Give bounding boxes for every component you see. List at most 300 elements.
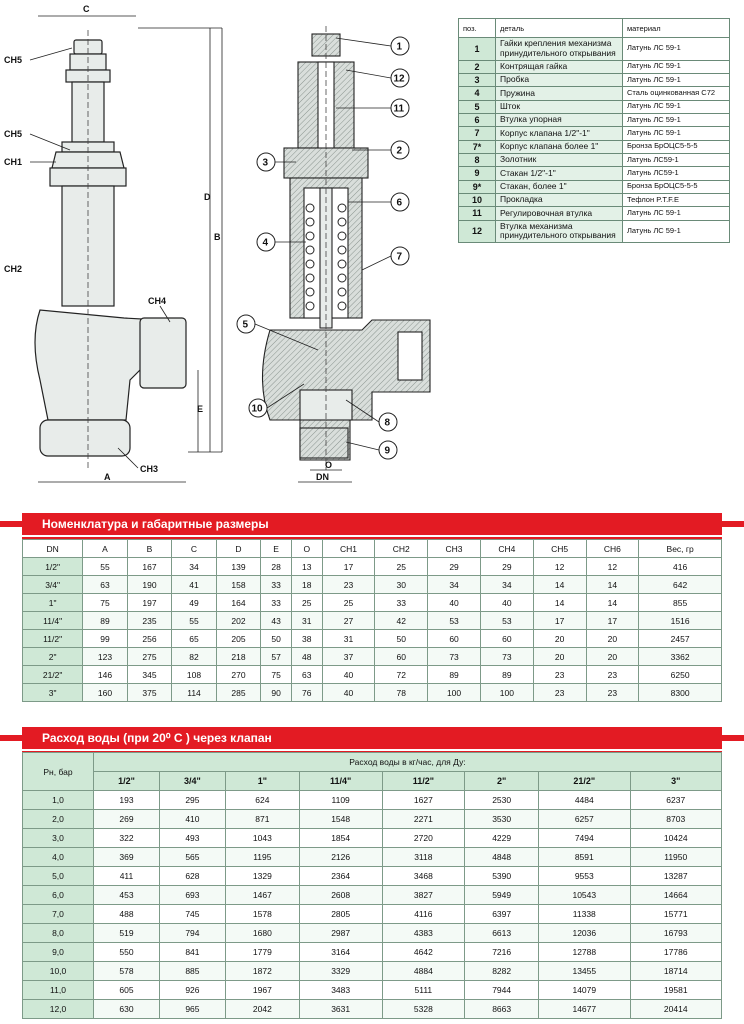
- flow-cell: 15771: [630, 905, 722, 924]
- callout-2: 2: [396, 145, 403, 157]
- dims-header-cell: C: [172, 540, 217, 558]
- flow-size-header: 1": [225, 772, 299, 791]
- svg-text:CH3: [140, 464, 158, 474]
- label-ch2: CH2: [4, 264, 23, 274]
- parts-material: Латунь ЛС 59-1: [623, 100, 730, 113]
- parts-part: Втулка упорная: [496, 113, 623, 126]
- dims-cell: 89: [428, 666, 481, 684]
- flow-cell: 4383: [382, 924, 465, 943]
- dims-row: [23, 630, 722, 648]
- parts-part: Корпус клапана более 1": [496, 140, 623, 153]
- parts-row: [459, 207, 730, 220]
- parts-part: Пружина: [496, 87, 623, 100]
- flow-cell: 5111: [382, 981, 465, 1000]
- flow-cell: 1854: [299, 829, 382, 848]
- flow-table: [22, 752, 722, 1019]
- dims-cell: 190: [127, 576, 172, 594]
- flow-cell: 1467: [225, 886, 299, 905]
- dims-cell: 6250: [639, 666, 722, 684]
- flow-header-row-1: [23, 753, 722, 772]
- dims-cell: 33: [261, 594, 292, 612]
- parts-row: [459, 113, 730, 126]
- dims-cell: 90: [261, 684, 292, 702]
- dims-cell: 23: [533, 666, 586, 684]
- flow-size-header: 3/4": [159, 772, 225, 791]
- callout-11: 11: [393, 103, 405, 115]
- dims-row: [23, 612, 722, 630]
- parts-part: Золотник: [496, 153, 623, 166]
- flow-cell: 7216: [465, 943, 539, 962]
- dims-cell: 123: [83, 648, 128, 666]
- parts-material: Бронза БрОЦС5-5-5: [623, 180, 730, 193]
- dims-cell: 25: [291, 594, 322, 612]
- label-ch1: CH1: [4, 157, 23, 167]
- callout-8: 8: [384, 417, 391, 429]
- dims-cell: 23: [586, 684, 639, 702]
- flow-pressure-cell: 11,0: [23, 981, 94, 1000]
- parts-row: [459, 220, 730, 243]
- dims-cell: 164: [216, 594, 261, 612]
- dims-cell: 2457: [639, 630, 722, 648]
- dims-row: [23, 648, 722, 666]
- flow-pressure-cell: 12,0: [23, 1000, 94, 1019]
- flow-row: [23, 924, 722, 943]
- flow-row: [23, 905, 722, 924]
- flow-size-header: 1/2": [94, 772, 160, 791]
- parts-header-no: поз.: [459, 19, 496, 38]
- dims-cell: 416: [639, 558, 722, 576]
- flow-row: [23, 981, 722, 1000]
- label-ch3: CH3: [140, 464, 159, 474]
- parts-row: [459, 100, 730, 113]
- dims-row: [23, 576, 722, 594]
- dims-cell: 76: [291, 684, 322, 702]
- flow-row: [23, 810, 722, 829]
- parts-material: Тефлон P.T.F.E: [623, 193, 730, 206]
- parts-material: Латунь ЛС 59-1: [623, 127, 730, 140]
- dims-cell: 275: [127, 648, 172, 666]
- flow-cell: 6237: [630, 791, 722, 810]
- parts-part: Прокладка: [496, 193, 623, 206]
- dims-header-cell: Вес, гр: [639, 540, 722, 558]
- flow-cell: 18714: [630, 962, 722, 981]
- dims-cell: 855: [639, 594, 722, 612]
- dims-header-cell: CH5: [533, 540, 586, 558]
- dims-cell: 33: [375, 594, 428, 612]
- parts-row: [459, 140, 730, 153]
- flow-cell: 5949: [465, 886, 539, 905]
- callout-3: 3: [262, 157, 269, 169]
- parts-no: 3: [459, 73, 496, 86]
- svg-text:CH5: [4, 55, 22, 65]
- flow-pressure-cell: 4,0: [23, 848, 94, 867]
- flow-header-group: Расход воды в кг/час, для Ду:: [94, 753, 722, 772]
- parts-part: Контрящая гайка: [496, 60, 623, 73]
- svg-text:CH2: [4, 264, 22, 274]
- callout-9: 9: [384, 445, 391, 457]
- flow-pressure-cell: 2,0: [23, 810, 94, 829]
- parts-row: [459, 180, 730, 193]
- flow-cell: 295: [159, 791, 225, 810]
- parts-no: 11: [459, 207, 496, 220]
- flow-cell: 1578: [225, 905, 299, 924]
- dims-section-title: Номенклатура и габаритные размеры: [22, 513, 722, 535]
- flow-cell: 7494: [539, 829, 630, 848]
- flow-cell: 3329: [299, 962, 382, 981]
- parts-no: 7: [459, 127, 496, 140]
- flow-cell: 10543: [539, 886, 630, 905]
- flow-cell: 4229: [465, 829, 539, 848]
- parts-no: 9*: [459, 180, 496, 193]
- dims-dn-cell: 3/4": [23, 576, 83, 594]
- flow-pressure-cell: 10,0: [23, 962, 94, 981]
- flow-cell: 841: [159, 943, 225, 962]
- dims-cell: 375: [127, 684, 172, 702]
- dims-cell: 108: [172, 666, 217, 684]
- flow-cell: 8282: [465, 962, 539, 981]
- parts-material: Латунь ЛС 59-1: [623, 38, 730, 61]
- parts-part: Шток: [496, 100, 623, 113]
- flow-cell: 14079: [539, 981, 630, 1000]
- dims-cell: 256: [127, 630, 172, 648]
- flow-cell: 13287: [630, 867, 722, 886]
- flow-row: [23, 886, 722, 905]
- parts-no: 4: [459, 87, 496, 100]
- dims-cell: 48: [291, 648, 322, 666]
- dims-cell: 60: [375, 648, 428, 666]
- flow-cell: 322: [94, 829, 160, 848]
- dims-header-cell: O: [291, 540, 322, 558]
- dims-cell: 12: [586, 558, 639, 576]
- dim-c: C: [83, 4, 90, 14]
- dims-cell: 65: [172, 630, 217, 648]
- flow-size-header: 21/2": [539, 772, 630, 791]
- dims-cell: 139: [216, 558, 261, 576]
- parts-row: [459, 127, 730, 140]
- label-ch5-top: CH5: [4, 55, 23, 65]
- dims-cell: 20: [586, 630, 639, 648]
- flow-cell: 965: [159, 1000, 225, 1019]
- flow-cell: 578: [94, 962, 160, 981]
- flow-cell: 493: [159, 829, 225, 848]
- flow-cell: 8591: [539, 848, 630, 867]
- parts-row: [459, 193, 730, 206]
- dims-cell: 345: [127, 666, 172, 684]
- parts-material: Латунь ЛС59-1: [623, 167, 730, 180]
- dims-cell: 60: [428, 630, 481, 648]
- callout-6: 6: [396, 197, 403, 209]
- flow-row: [23, 791, 722, 810]
- dims-cell: 146: [83, 666, 128, 684]
- flow-row: [23, 829, 722, 848]
- dims-cell: 14: [533, 576, 586, 594]
- flow-row: [23, 867, 722, 886]
- flow-cell: 5390: [465, 867, 539, 886]
- flow-cell: 1109: [299, 791, 382, 810]
- dims-cell: 14: [586, 594, 639, 612]
- flow-pressure-cell: 3,0: [23, 829, 94, 848]
- dims-cell: 99: [83, 630, 128, 648]
- parts-material: Сталь оцинкованная С72: [623, 87, 730, 100]
- svg-text:CH5: [4, 129, 22, 139]
- flow-cell: 2271: [382, 810, 465, 829]
- dims-cell: 49: [172, 594, 217, 612]
- dims-cell: 30: [375, 576, 428, 594]
- dims-cell: 37: [322, 648, 375, 666]
- dims-dn-cell: 21/2": [23, 666, 83, 684]
- flow-cell: 7944: [465, 981, 539, 1000]
- flow-cell: 14664: [630, 886, 722, 905]
- dims-header-cell: CH2: [375, 540, 428, 558]
- flow-cell: 3530: [465, 810, 539, 829]
- label-ch5: CH5: [4, 129, 23, 139]
- parts-no: 9: [459, 167, 496, 180]
- flow-cell: 9553: [539, 867, 630, 886]
- dims-cell: 28: [261, 558, 292, 576]
- dims-cell: 158: [216, 576, 261, 594]
- parts-material: Латунь ЛС 59-1: [623, 113, 730, 126]
- parts-part: Корпус клапана 1/2"-1": [496, 127, 623, 140]
- flow-cell: 2042: [225, 1000, 299, 1019]
- parts-no: 5: [459, 100, 496, 113]
- dims-header-cell: D: [216, 540, 261, 558]
- flow-cell: 693: [159, 886, 225, 905]
- flow-cell: 794: [159, 924, 225, 943]
- dims-cell: 53: [480, 612, 533, 630]
- flow-header-row-2: [23, 772, 722, 791]
- parts-no: 10: [459, 193, 496, 206]
- dims-cell: 20: [533, 648, 586, 666]
- parts-header-material: материал: [623, 19, 730, 38]
- dims-cell: 60: [480, 630, 533, 648]
- dims-cell: 14: [533, 594, 586, 612]
- flow-cell: 14677: [539, 1000, 630, 1019]
- flow-cell: 411: [94, 867, 160, 886]
- flow-cell: 269: [94, 810, 160, 829]
- parts-no: 2: [459, 60, 496, 73]
- flow-row: [23, 943, 722, 962]
- callout-5: 5: [242, 319, 249, 331]
- parts-row: [459, 167, 730, 180]
- flow-cell: 3118: [382, 848, 465, 867]
- flow-size-header: 2": [465, 772, 539, 791]
- flow-size-header: 3": [630, 772, 722, 791]
- dims-cell: 31: [291, 612, 322, 630]
- dims-cell: 8300: [639, 684, 722, 702]
- flow-cell: 3827: [382, 886, 465, 905]
- flow-cell: 2805: [299, 905, 382, 924]
- parts-material: Латунь ЛС59-1: [623, 153, 730, 166]
- dims-row: [23, 594, 722, 612]
- flow-cell: 3468: [382, 867, 465, 886]
- dims-cell: 29: [428, 558, 481, 576]
- dims-cell: 167: [127, 558, 172, 576]
- flow-cell: 3483: [299, 981, 382, 1000]
- dims-dn-cell: 1/2": [23, 558, 83, 576]
- dims-cell: 27: [322, 612, 375, 630]
- flow-pressure-cell: 7,0: [23, 905, 94, 924]
- flow-pressure-cell: 9,0: [23, 943, 94, 962]
- flow-pressure-cell: 5,0: [23, 867, 94, 886]
- parts-row: [459, 38, 730, 61]
- parts-part: Гайки крепления механизма принудительного открывания: [496, 38, 623, 61]
- parts-table: [458, 18, 730, 243]
- flow-cell: 453: [94, 886, 160, 905]
- flow-cell: 2530: [465, 791, 539, 810]
- dims-cell: 285: [216, 684, 261, 702]
- dims-cell: 73: [428, 648, 481, 666]
- flow-cell: 4884: [382, 962, 465, 981]
- dims-cell: 57: [261, 648, 292, 666]
- dims-cell: 55: [83, 558, 128, 576]
- dims-header-cell: CH1: [322, 540, 375, 558]
- parts-no: 8: [459, 153, 496, 166]
- flow-cell: 11950: [630, 848, 722, 867]
- dims-cell: 218: [216, 648, 261, 666]
- flow-cell: 19581: [630, 981, 722, 1000]
- parts-material: Латунь ЛС 59-1: [623, 220, 730, 243]
- flow-cell: 20414: [630, 1000, 722, 1019]
- dims-cell: 20: [533, 630, 586, 648]
- flow-cell: 4642: [382, 943, 465, 962]
- dims-cell: 43: [261, 612, 292, 630]
- flow-cell: 3164: [299, 943, 382, 962]
- flow-cell: 630: [94, 1000, 160, 1019]
- dims-cell: 25: [375, 558, 428, 576]
- flow-cell: 6613: [465, 924, 539, 943]
- dims-cell: 75: [261, 666, 292, 684]
- dims-cell: 13: [291, 558, 322, 576]
- parts-header-row: [459, 19, 730, 38]
- valve-section-view: [263, 34, 431, 460]
- dims-header-cell: B: [127, 540, 172, 558]
- flow-row: [23, 962, 722, 981]
- dims-cell: 50: [375, 630, 428, 648]
- dims-dn-cell: 11/4": [23, 612, 83, 630]
- flow-cell: 1872: [225, 962, 299, 981]
- flow-cell: 6397: [465, 905, 539, 924]
- dims-cell: 114: [172, 684, 217, 702]
- flow-cell: 4116: [382, 905, 465, 924]
- flow-cell: 8663: [465, 1000, 539, 1019]
- dims-cell: 235: [127, 612, 172, 630]
- flow-cell: 12788: [539, 943, 630, 962]
- dims-cell: 53: [428, 612, 481, 630]
- dims-cell: 40: [322, 666, 375, 684]
- flow-size-header: 11/4": [299, 772, 382, 791]
- flow-header-pressure: Рн, бар: [23, 753, 94, 791]
- dims-cell: 23: [322, 576, 375, 594]
- dims-cell: 34: [428, 576, 481, 594]
- flow-cell: 12036: [539, 924, 630, 943]
- dims-cell: 63: [83, 576, 128, 594]
- flow-row: [23, 1000, 722, 1019]
- dim-o: O: [325, 460, 333, 470]
- flow-cell: 745: [159, 905, 225, 924]
- parts-part: Регулировочная втулка: [496, 207, 623, 220]
- dims-cell: 29: [480, 558, 533, 576]
- flow-cell: 3631: [299, 1000, 382, 1019]
- dims-cell: 17: [322, 558, 375, 576]
- flow-cell: 519: [94, 924, 160, 943]
- svg-text:CH4: [148, 296, 166, 306]
- parts-no: 1: [459, 38, 496, 61]
- flow-cell: 16793: [630, 924, 722, 943]
- dims-cell: 202: [216, 612, 261, 630]
- dims-cell: 33: [261, 576, 292, 594]
- flow-cell: 885: [159, 962, 225, 981]
- flow-cell: 4484: [539, 791, 630, 810]
- dims-cell: 17: [533, 612, 586, 630]
- dims-cell: 20: [586, 648, 639, 666]
- parts-row: [459, 73, 730, 86]
- dims-cell: 3362: [639, 648, 722, 666]
- dims-cell: 1516: [639, 612, 722, 630]
- dims-cell: 17: [586, 612, 639, 630]
- dims-cell: 73: [480, 648, 533, 666]
- dims-header-row: [23, 540, 722, 558]
- dims-header-cell: CH3: [428, 540, 481, 558]
- label-ch4: CH4: [148, 296, 167, 306]
- dims-cell: 23: [586, 666, 639, 684]
- dims-cell: 82: [172, 648, 217, 666]
- dims-row: [23, 558, 722, 576]
- dims-header-cell: CH6: [586, 540, 639, 558]
- parts-no: 6: [459, 113, 496, 126]
- callout-10: 10: [251, 403, 263, 415]
- flow-cell: 2608: [299, 886, 382, 905]
- dims-cell: 100: [428, 684, 481, 702]
- parts-material: Латунь ЛС 59-1: [623, 73, 730, 86]
- dims-header-cell: E: [261, 540, 292, 558]
- dim-d: D: [204, 192, 211, 202]
- flow-cell: 2126: [299, 848, 382, 867]
- flow-cell: 6257: [539, 810, 630, 829]
- flow-cell: 1195: [225, 848, 299, 867]
- flow-cell: 2987: [299, 924, 382, 943]
- dims-cell: 25: [322, 594, 375, 612]
- svg-text:CH1: [4, 157, 22, 167]
- dim-e: E: [197, 404, 204, 414]
- dims-cell: 41: [172, 576, 217, 594]
- parts-row: [459, 60, 730, 73]
- flow-pressure-cell: 6,0: [23, 886, 94, 905]
- flow-cell: 1548: [299, 810, 382, 829]
- flow-cell: 1967: [225, 981, 299, 1000]
- callout-4: 4: [262, 237, 269, 249]
- flow-cell: 369: [94, 848, 160, 867]
- parts-material: Бронза БрОЦС5-5-5: [623, 140, 730, 153]
- flow-size-header: 11/2": [382, 772, 465, 791]
- dims-dn-cell: 2": [23, 648, 83, 666]
- dims-row: [23, 684, 722, 702]
- flow-cell: 1680: [225, 924, 299, 943]
- dims-cell: 160: [83, 684, 128, 702]
- dims-header-cell: CH4: [480, 540, 533, 558]
- dims-cell: 75: [83, 594, 128, 612]
- flow-cell: 17786: [630, 943, 722, 962]
- flow-row: [23, 848, 722, 867]
- flow-cell: 871: [225, 810, 299, 829]
- dims-cell: 78: [375, 684, 428, 702]
- flow-cell: 1043: [225, 829, 299, 848]
- flow-cell: 10424: [630, 829, 722, 848]
- parts-part: Втулка механизма принудительного открывания: [496, 220, 623, 243]
- flow-cell: 1329: [225, 867, 299, 886]
- dims-cell: 270: [216, 666, 261, 684]
- flow-cell: 628: [159, 867, 225, 886]
- dims-cell: 205: [216, 630, 261, 648]
